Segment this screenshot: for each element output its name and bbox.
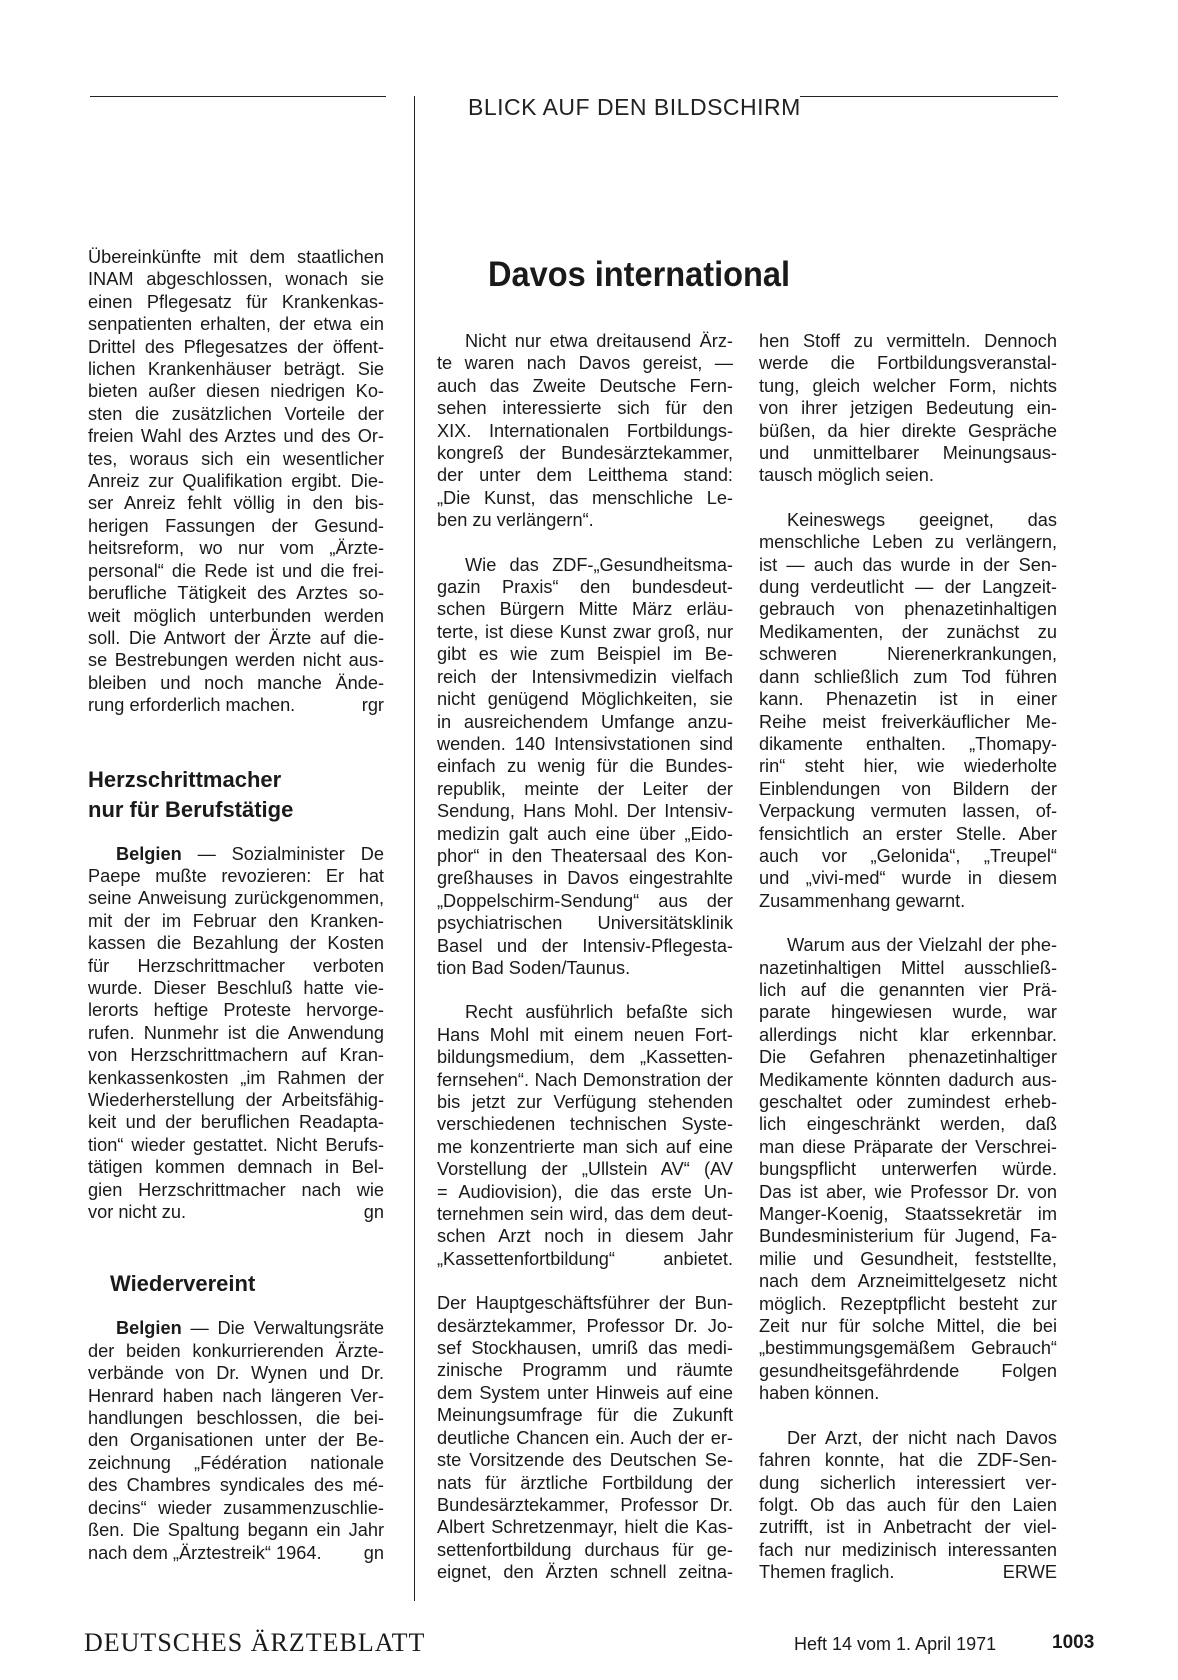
text-line: parate hingewiesen wurde, war — [759, 1002, 1057, 1023]
text-line: Medikamente könnten dadurch aus- — [759, 1069, 1057, 1090]
text-line: Hans Mohl mit einem neuen Fort- — [437, 1024, 733, 1045]
text-line: Der Arzt, der nicht nach Davos — [787, 1427, 1057, 1448]
paragraph — [437, 1001, 733, 1270]
text-line: Übereinkünfte mit dem staatlichen — [88, 247, 384, 267]
text-line: decins“ wieder zusammenzuschlie- — [88, 1497, 384, 1518]
article-last-line: vor nicht zu. — [88, 1202, 187, 1223]
text-line: Recht ausführlich befaßte sich — [465, 1002, 733, 1023]
article-body — [88, 865, 384, 1201]
text-line: auch vor „Gelonida“, „Treupel“ — [759, 845, 1057, 866]
text-line: ste Vorsitzende des Deutschen Se- — [437, 1450, 733, 1471]
text-line: Der Hauptgeschäftsführer der Bun- — [437, 1293, 733, 1314]
text-line: bungspflicht unterwerfen würde. — [759, 1159, 1057, 1180]
text-line: dung verdeutlicht — der Langzeit- — [759, 577, 1057, 598]
main-column-1 — [437, 330, 733, 1584]
section-label: BLICK AUF DEN BILDSCHIRM — [468, 94, 801, 120]
text-line: me konzentrierte man sich auf eine — [437, 1136, 733, 1157]
text-line: mit der im Februar den Kranken- — [88, 910, 384, 931]
text-line: settenfortbildung durchaus für ge- — [437, 1539, 733, 1560]
text-line: republik, meinte der Leiter der — [437, 778, 733, 799]
text-line: gazin Praxis“ den bundesdeut- — [437, 577, 733, 598]
article-body — [88, 1340, 384, 1542]
text-line: freien Wahl des Arztes und des Or- — [88, 426, 384, 447]
text-line: seine Anweisung zurückgenommen, — [88, 888, 384, 909]
text-line: „Kassettenfortbildung“ anbietet. — [437, 1248, 733, 1269]
text-line: kenkassenkosten „im Rahmen der — [88, 1067, 384, 1088]
text-line: kassen die Bezahlung der Kosten — [88, 933, 384, 954]
text-line: Keineswegs geeignet, das — [787, 509, 1057, 530]
text-line: fach nur medizinisch interessanten — [759, 1539, 1057, 1560]
text-line: heitsreform, wo nur vom „Ärzte- — [88, 538, 384, 559]
paragraph — [759, 1427, 1057, 1561]
text-line: kongreß der Bundesärztekammer, — [437, 443, 733, 464]
text-line: se Bestrebungen werden nicht aus- — [88, 650, 384, 671]
text-line: rufen. Nunmehr ist die Anwendung — [88, 1022, 384, 1043]
top-rule-right — [800, 96, 1058, 97]
text-line: berufliche Tätigkeit des Arztes so- — [88, 583, 384, 604]
text-line: lerorts heftige Proteste hervorge- — [88, 1000, 384, 1021]
issue-info: Heft 14 vom 1. April 1971 — [794, 1634, 997, 1654]
text-line: Einblendungen von Bildern der — [759, 778, 1057, 799]
text-line: Drittel des Pflegesatzes der öffent- — [88, 336, 384, 357]
text-line: wenden. 140 Intensivstationen sind — [437, 733, 733, 754]
article-end-line — [759, 1561, 1057, 1583]
text-line: der unter dem Leitthema stand: — [437, 465, 733, 486]
text-line: desärztekammer, Professor Dr. Jo- — [437, 1315, 733, 1336]
paragraph — [759, 330, 1057, 487]
article-end-line — [88, 1201, 384, 1223]
text-line: büßen, da hier direkte Gespräche — [759, 420, 1057, 441]
article-heading: Wiedervereint — [110, 1271, 256, 1297]
text-line: zutrifft, ist in Anbetracht der viel- — [759, 1517, 1057, 1538]
main-article-title: Davos international — [488, 255, 791, 294]
text-line: „Die Kunst, das menschliche Le- — [437, 487, 733, 508]
text-line: bieten außer diesen niedrigen Ko- — [88, 381, 384, 402]
text-line: Manger-Koenig, Staatssekretär im — [759, 1204, 1057, 1225]
article-first-line — [88, 1317, 384, 1339]
text-line: lich auf die genannten vier Prä- — [759, 979, 1057, 1000]
text-line: = Audiovision), die das erste Un- — [437, 1181, 733, 1202]
text-line: allerdings nicht klar erkennbar. — [759, 1024, 1057, 1045]
paragraph — [437, 1292, 733, 1583]
first-line-text: — Sozialminister De — [197, 843, 384, 864]
text-line: Medikamenten, der zunächst zu — [759, 621, 1057, 642]
text-line: Bundesärztekammer, Professor Dr. — [437, 1494, 733, 1515]
text-line: INAM abgeschlossen, wonach sie — [88, 269, 384, 290]
text-line: fensichtlich an erster Stelle. Aber — [759, 823, 1057, 844]
intro-last-line: rung erforderlich machen. — [88, 695, 296, 716]
article-heading: Herzschrittmacher — [88, 766, 282, 792]
text-line: handlungen beschlossen, die bei- — [88, 1408, 384, 1429]
text-line: fahren konnte, hat die ZDF-Sen- — [759, 1450, 1057, 1471]
main-column-2 — [759, 330, 1057, 1584]
paragraph — [759, 509, 1057, 912]
paragraph — [437, 330, 733, 532]
text-line: eignet, den Ärzten schnell zeitna- — [437, 1562, 733, 1583]
text-line: geschaltet oder zumindest erheb- — [759, 1092, 1057, 1112]
text-line: Zusammenhang gewarnt. — [759, 890, 966, 911]
text-line: Die Gefahren phenazetinhaltiger — [759, 1047, 1057, 1068]
text-line: weit möglich unterbunden werden — [88, 605, 384, 626]
text-line: te waren nach Davos gereist, — — [437, 353, 733, 374]
author-sign: gn — [363, 1542, 384, 1563]
text-line: Sendung, Hans Mohl. Der Intensiv- — [437, 801, 733, 822]
text-line: reich der Intensivmedizin vielfach — [437, 666, 733, 687]
text-line: ist — auch das wurde in der Sen- — [759, 554, 1057, 575]
text-line: dung sicherlich interessiert ver- — [759, 1472, 1057, 1493]
text-line: Vorstellung der „Ullstein AV“ (AV — [437, 1159, 733, 1180]
text-line: tes, woraus sich ein wesentlicher — [88, 448, 384, 469]
text-line: medizin galt auch eine über „Eido- — [437, 823, 733, 844]
text-line: dann schließlich zum Tod führen — [759, 666, 1057, 687]
article-heading-line2: nur für Berufstätige — [88, 796, 294, 822]
text-line: milie und Gesundheit, feststellte, — [759, 1248, 1057, 1269]
text-line: gesundheitsgefährdende Folgen — [759, 1360, 1057, 1381]
text-line: nazetinhaltigen Mittel ausschließ- — [759, 957, 1057, 978]
left-column — [88, 246, 384, 1564]
text-line: Verpackung vermuten lassen, of- — [759, 801, 1057, 822]
text-line: und „vivi-med“ wurde in diesem — [759, 868, 1057, 889]
text-line: möglich. Rezeptpflicht besteht zur — [759, 1293, 1057, 1314]
text-line: tätigen kommen demnach in Bel- — [88, 1157, 384, 1178]
text-line: für Herzschrittmacher verboten — [88, 955, 384, 976]
text-line: Albert Schretzenmayr, hielt die Kas- — [437, 1517, 733, 1538]
author-sign: gn — [363, 1202, 384, 1223]
intro-end-line — [88, 694, 384, 716]
text-line: senpatienten erhalten, der etwa ein — [88, 314, 384, 335]
text-line: gibt es wie zum Beispiel im Be- — [437, 644, 733, 665]
text-line: sehen interessierte sich für den — [437, 398, 733, 419]
text-line: man diese Präparate der Verschrei- — [759, 1136, 1057, 1157]
text-line: keit und der beruflichen Readapta- — [88, 1112, 384, 1133]
text-line: von ihrer jetzigen Bedeutung ein- — [759, 398, 1057, 419]
text-line: terte, ist diese Kunst zwar groß, nur — [437, 621, 733, 642]
text-line: Wiederherstellung der Arbeitsfähig- — [88, 1090, 384, 1110]
text-line: folgt. Ob das auch für den Laien — [759, 1494, 1057, 1515]
text-line: psychiatrischen Universitätsklinik — [437, 913, 733, 934]
text-line: Paepe mußte revozieren: Er hat — [88, 865, 384, 886]
author-sign: rgr — [361, 695, 384, 716]
text-line: bis jetzt zur Verfügung stehenden — [437, 1092, 733, 1112]
text-line: Das ist aber, wie Professor Dr. von — [759, 1181, 1057, 1202]
text-line: tung, gleich welcher Form, nichts — [759, 375, 1057, 396]
text-line: tausch möglich seien. — [759, 465, 934, 486]
text-line: gebrauch von phenazetinhaltigen — [759, 599, 1057, 620]
text-line: Reihe meist freiverkäuflicher Me- — [759, 711, 1057, 732]
text-line: einfach zu wenig für die Bundes- — [437, 756, 733, 777]
publication-name: DEUTSCHES ÄRZTEBLATT — [84, 1628, 426, 1657]
text-line: haben können. — [759, 1383, 880, 1404]
text-line: verbände von Dr. Wynen und Dr. — [88, 1363, 384, 1384]
text-line: einen Pflegesatz für Krankenkas- — [88, 291, 384, 312]
text-line: ßen. Die Spaltung begann ein Jahr — [88, 1520, 384, 1541]
text-line: schweren Nierenerkrankungen, — [759, 644, 1057, 665]
text-line: greßhauses in Davos eingestrahlte — [437, 868, 733, 889]
article-last-line: nach dem „Ärztestreik“ 1964. — [88, 1542, 322, 1563]
text-line: Henrard haben nach längeren Ver- — [88, 1385, 384, 1406]
text-line: der beiden konkurrierenden Ärzte- — [88, 1340, 384, 1361]
text-line: Anreiz zur Qualifikation ergibt. Die- — [88, 471, 384, 492]
column-divider — [414, 96, 415, 1601]
article-end-line — [88, 1542, 384, 1564]
text-line: ser Anreiz fehlt völlig in den bis- — [88, 493, 384, 514]
text-line: bleiben und noch manche Ände- — [88, 672, 384, 693]
text-line: und unmittelbarer Meinungsaus- — [759, 443, 1057, 464]
paragraph — [759, 934, 1057, 1405]
text-line: tion Bad Soden/Taunus. — [437, 957, 631, 978]
text-line: kann. Phenazetin ist in einer — [759, 689, 1057, 710]
text-line: ternehmen sein wird, das dem deut- — [437, 1204, 733, 1225]
text-line: von Herzschrittmachern auf Kran- — [88, 1045, 384, 1066]
text-line: Wie das ZDF-„Gesundheitsma- — [465, 554, 733, 575]
text-line: schen Arzt noch in diesem Jahr — [437, 1226, 733, 1247]
text-line: Basel und der Intensiv-Pflegesta- — [437, 935, 733, 956]
first-line-text: — Die Verwaltungsräte — [190, 1318, 384, 1339]
text-line: verschiedenen technischen Syste- — [437, 1114, 733, 1135]
text-line: menschliche Leben zu verlängern, — [759, 532, 1057, 553]
text-line: nach dem Arzneimittelgesetz nicht — [759, 1271, 1057, 1292]
article-last-line: Themen fraglich. — [759, 1562, 895, 1583]
lead-word: Belgien — [116, 843, 182, 864]
top-rule-left — [90, 96, 386, 97]
text-line: zinische Programm und räumte — [437, 1360, 733, 1381]
text-line: tion“ wieder gestattet. Nicht Berufs- — [88, 1134, 384, 1155]
paragraph — [437, 554, 733, 980]
lead-word: Belgien — [116, 1318, 182, 1339]
text-line: sef Stockhausen, umriß das medi- — [437, 1338, 733, 1359]
text-line: sten die zusätzlichen Vorteile der — [88, 403, 384, 424]
text-line: dem System unter Hinweis auf eine — [437, 1382, 733, 1403]
text-line: personal“ die Rede ist und die frei- — [88, 560, 384, 581]
text-line: des Chambres syndicales des mé- — [88, 1475, 384, 1496]
text-line: ben zu verlängern“. — [437, 510, 594, 531]
text-line: zeichnung „Fédération nationale — [88, 1452, 384, 1473]
text-line: fernsehen“. Nach Demonstration der — [437, 1069, 733, 1090]
text-line: phor“ in den Theatersaal des Kon- — [437, 845, 733, 866]
text-line: soll. Die Antwort der Ärzte auf die- — [88, 627, 384, 648]
text-line: hen Stoff zu vermitteln. Dennoch — [759, 331, 1057, 351]
text-line: rin“ steht hier, wie wiederholte — [759, 756, 1057, 777]
text-line: den Organisationen unter der Be- — [88, 1430, 384, 1451]
text-line: in ausreichendem Umfange anzu- — [437, 711, 733, 732]
text-line: Nicht nur etwa dreitausend Ärz- — [465, 331, 733, 351]
text-line: gien Herzschrittmacher nach wie — [88, 1179, 384, 1200]
text-line: nats für ärztliche Fortbildung der — [437, 1472, 733, 1493]
text-line: bildungsmedium, dem „Kassetten- — [437, 1047, 733, 1068]
article-first-line — [88, 843, 384, 865]
text-line: dikamente enthalten. „Thomapy- — [759, 733, 1057, 754]
text-line: XIX. Internationalen Fortbildungs- — [437, 420, 733, 441]
text-line: lichen Krankenhäuser beträgt. Sie — [88, 359, 384, 380]
text-line: Meinungsumfrage für die Zukunft — [437, 1405, 733, 1426]
text-line: herigen Fassungen der Gesund- — [88, 515, 384, 536]
text-line: deutliche Chancen ein. Auch der er- — [437, 1427, 733, 1448]
text-line: werde die Fortbildungsveranstal- — [759, 353, 1057, 374]
text-line: auch das Zweite Deutsche Fern- — [437, 375, 733, 396]
text-line: „Doppelschirm-Sendung“ aus der — [437, 890, 733, 911]
page-number: 1003 — [1052, 1632, 1095, 1653]
text-line: Bundesministerium für Jugend, Fa- — [759, 1226, 1057, 1247]
text-line: schen Bürgern Mitte März erläu- — [437, 599, 733, 620]
intro-text — [88, 246, 384, 694]
text-line: lich eingeschränkt werden, daß — [759, 1114, 1057, 1135]
text-line: Zeit nur für solche Mittel, die bei — [759, 1316, 1057, 1337]
author-sign: ERWE — [1002, 1562, 1057, 1583]
text-line: wurde. Dieser Beschluß hatte vie- — [88, 977, 384, 998]
text-line: Warum aus der Vielzahl der phe- — [787, 935, 1057, 956]
text-line: nicht genügend Möglichkeiten, sie — [437, 689, 733, 710]
text-line: „bestimmungsgemäßem Gebrauch“ — [759, 1338, 1057, 1359]
